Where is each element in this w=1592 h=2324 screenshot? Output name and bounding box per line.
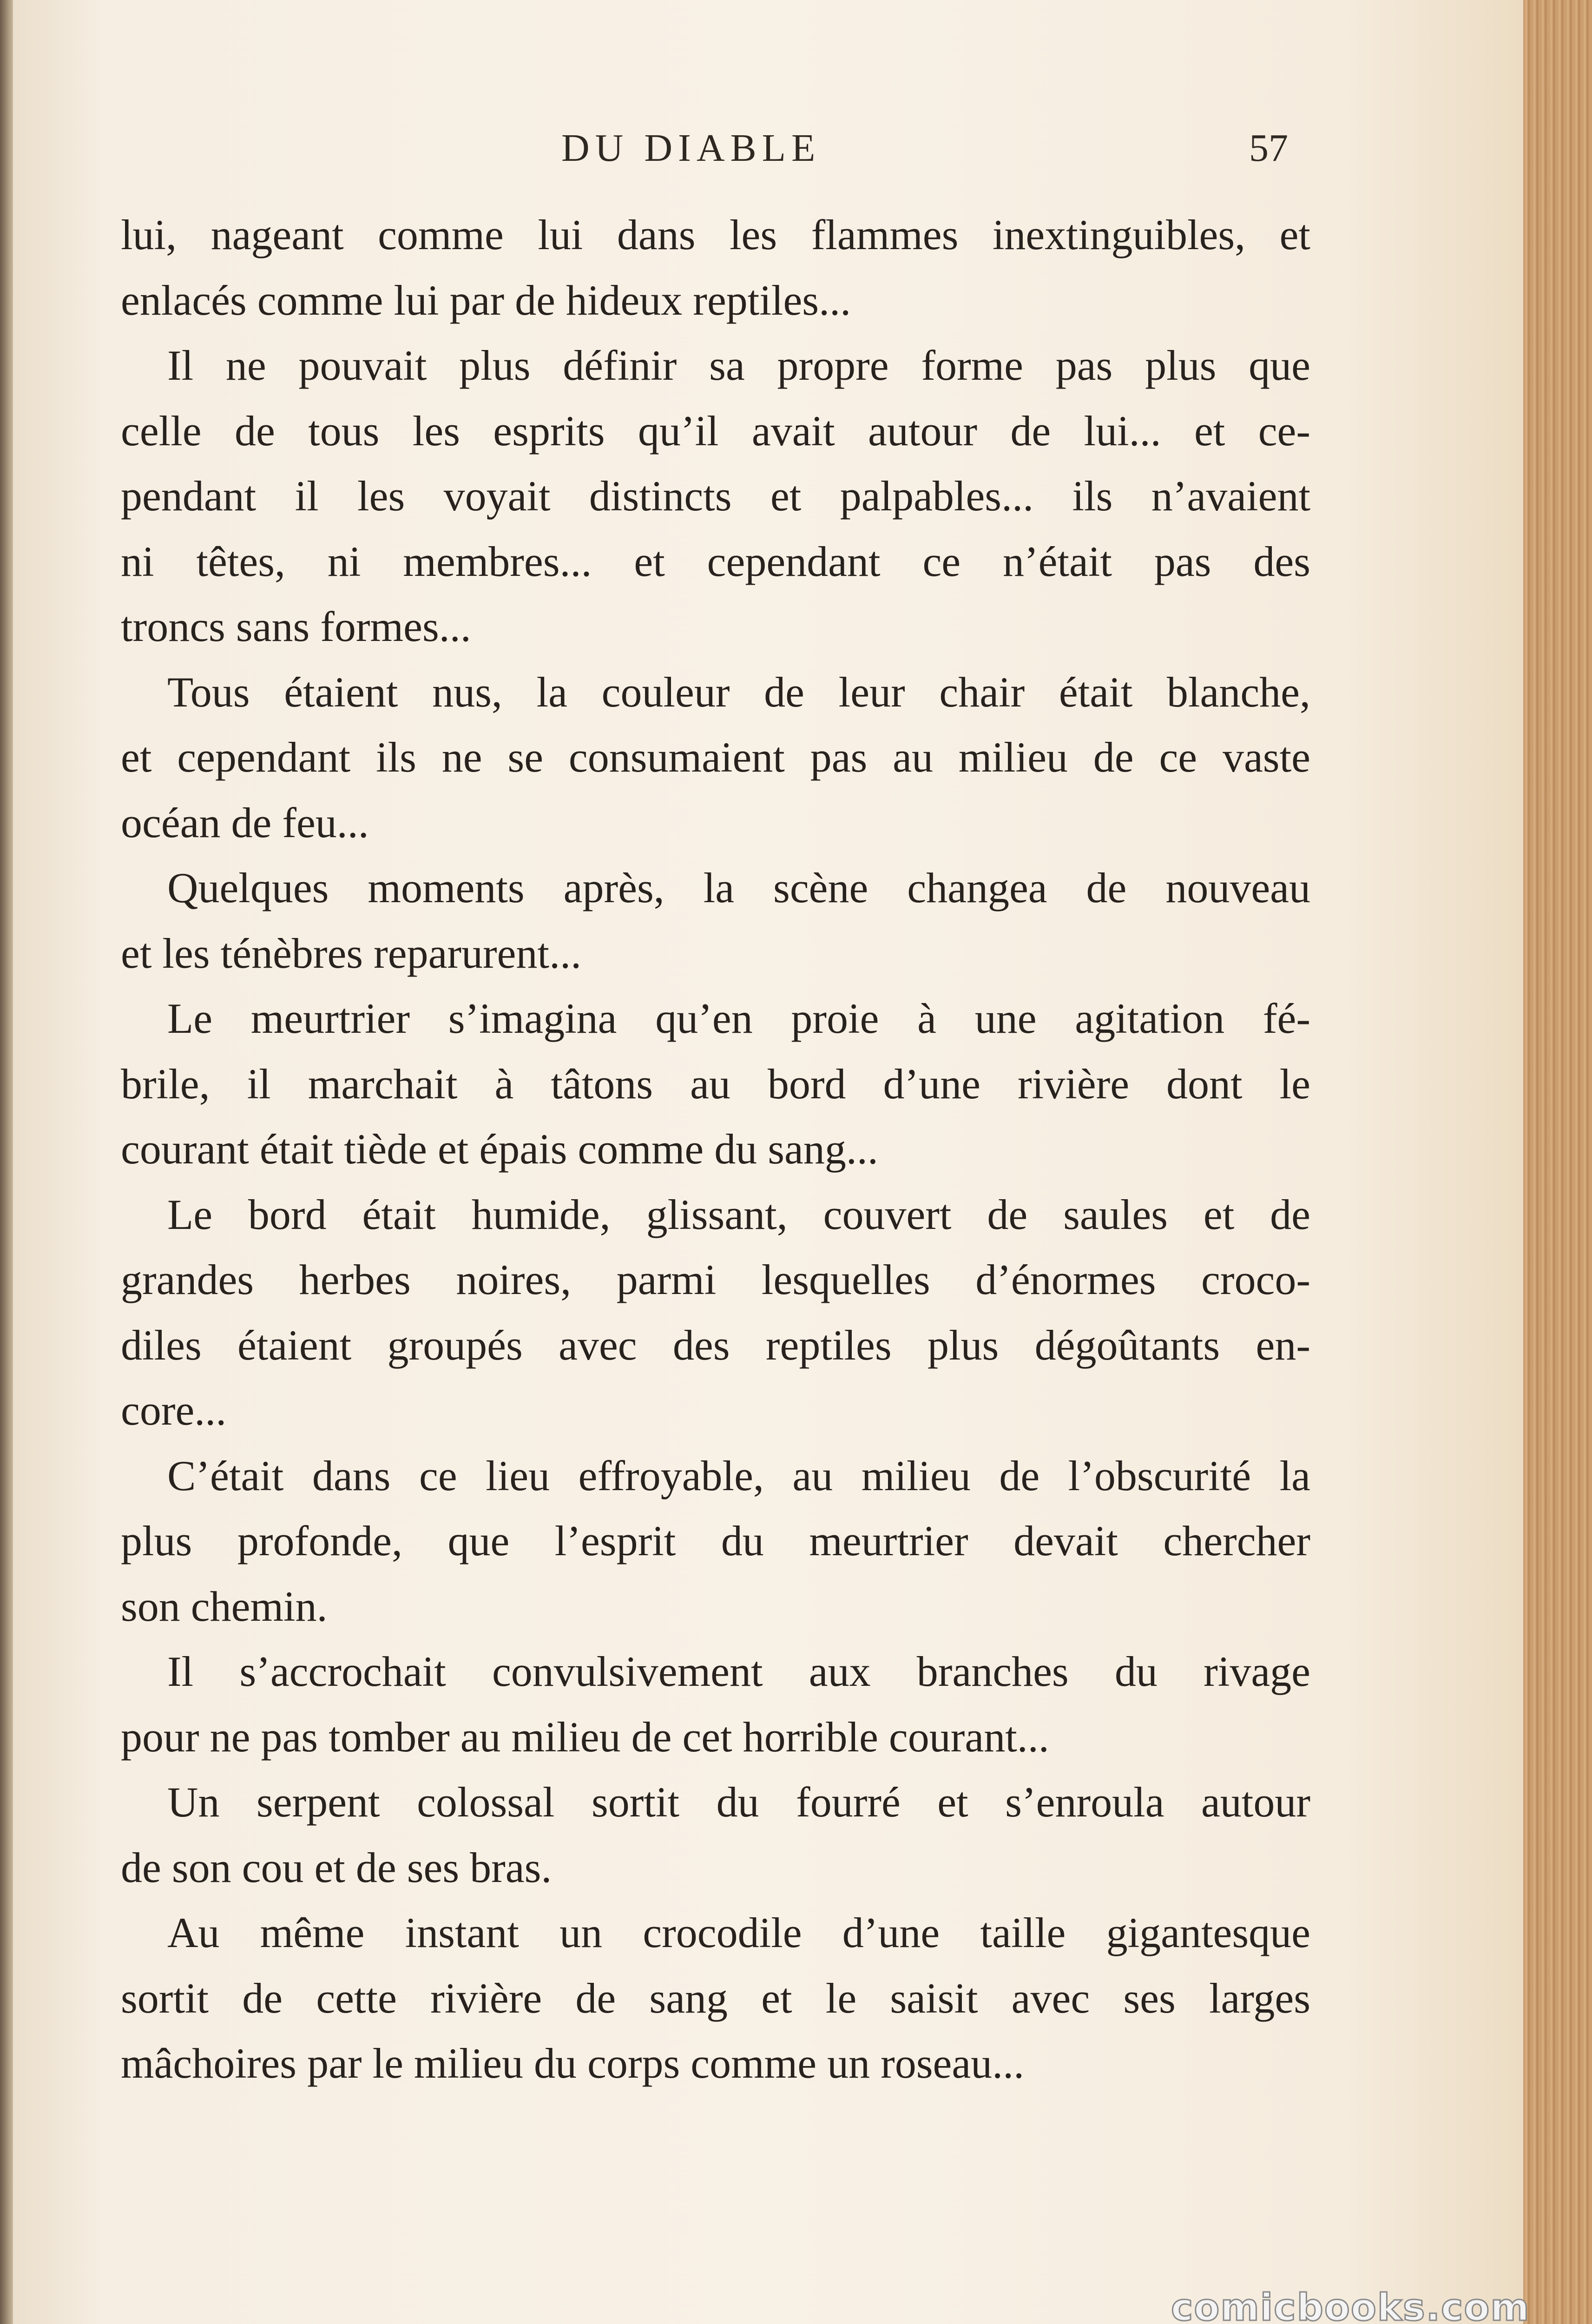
book-gutter (0, 0, 13, 2324)
text-line: sortit de cette rivière de sang et le saisit avec ses larges (121, 1974, 1310, 2022)
text-line: pour ne pas tomber au milieu de cet horrible courant... (121, 1713, 1049, 1761)
text-line: Tous étaient nus, la couleur de leur chair était blanche, (167, 668, 1310, 716)
text-line: plus profonde, que l’esprit du meurtrier devait chercher (121, 1517, 1310, 1565)
text-line: troncs sans formes... (121, 603, 471, 650)
text-line: brile, il marchait à tâtons au bord d’une rivière dont le (121, 1060, 1310, 1108)
text-line: Le meurtrier s’imagina qu’en proie à une agitation fé- (167, 995, 1310, 1042)
text-line: Au même instant un crocodile d’une taille gigantesque (167, 1909, 1310, 1956)
text-line: Quelques moments après, la scène changea de nouveau (167, 864, 1310, 911)
watermark-text: comicbooks.com (1171, 2286, 1530, 2324)
body-text (121, 202, 1310, 2096)
text-line: Il s’accrochait convulsivement aux branches du rivage (167, 1648, 1310, 1695)
running-title: DU DIABLE (561, 126, 821, 170)
text-line: son chemin. (121, 1582, 328, 1630)
text-line: C’était dans ce lieu effroyable, au milieu de l’obscurité la (167, 1452, 1310, 1499)
text-line: et cependant ils ne se consumaient pas au milieu de ce vaste (121, 733, 1310, 781)
text-line: lui, nageant comme lui dans les flammes inextinguibles, et (121, 211, 1310, 258)
book-page (13, 0, 1523, 2324)
text-line: Le bord était humide, glissant, couvert de saules et de (167, 1190, 1310, 1238)
text-line: ni têtes, ni membres... et cependant ce n’était pas des (121, 537, 1310, 585)
text-line: et les ténèbres reparurent... (121, 929, 582, 977)
text-line: de son cou et de ses bras. (121, 1843, 552, 1891)
running-head (13, 125, 1523, 186)
text-line: grandes herbes noires, parmi lesquelles d’énormes croco- (121, 1256, 1310, 1303)
text-line: océan de feu... (121, 799, 369, 846)
text-line: Un serpent colossal sortit du fourré et s’enroula autour (167, 1778, 1310, 1826)
page-number: 57 (1249, 126, 1288, 170)
text-line: courant était tiède et épais comme du sang... (121, 1125, 878, 1173)
text-line: mâchoires par le milieu du corps comme un roseau... (121, 2040, 1025, 2087)
text-line: core... (121, 1386, 227, 1434)
text-line: pendant il les voyait distincts et palpables... ils n’avaient (121, 472, 1310, 520)
text-line: Il ne pouvait plus définir sa propre forme pas plus que (167, 342, 1310, 389)
text-line: celle de tous les esprits qu’il avait autour de lui... et ce- (121, 407, 1310, 455)
page-edges (1523, 0, 1592, 2324)
text-line: diles étaient groupés avec des reptiles plus dégoûtants en- (121, 1321, 1310, 1369)
text-line: enlacés comme lui par de hideux reptiles... (121, 276, 851, 324)
